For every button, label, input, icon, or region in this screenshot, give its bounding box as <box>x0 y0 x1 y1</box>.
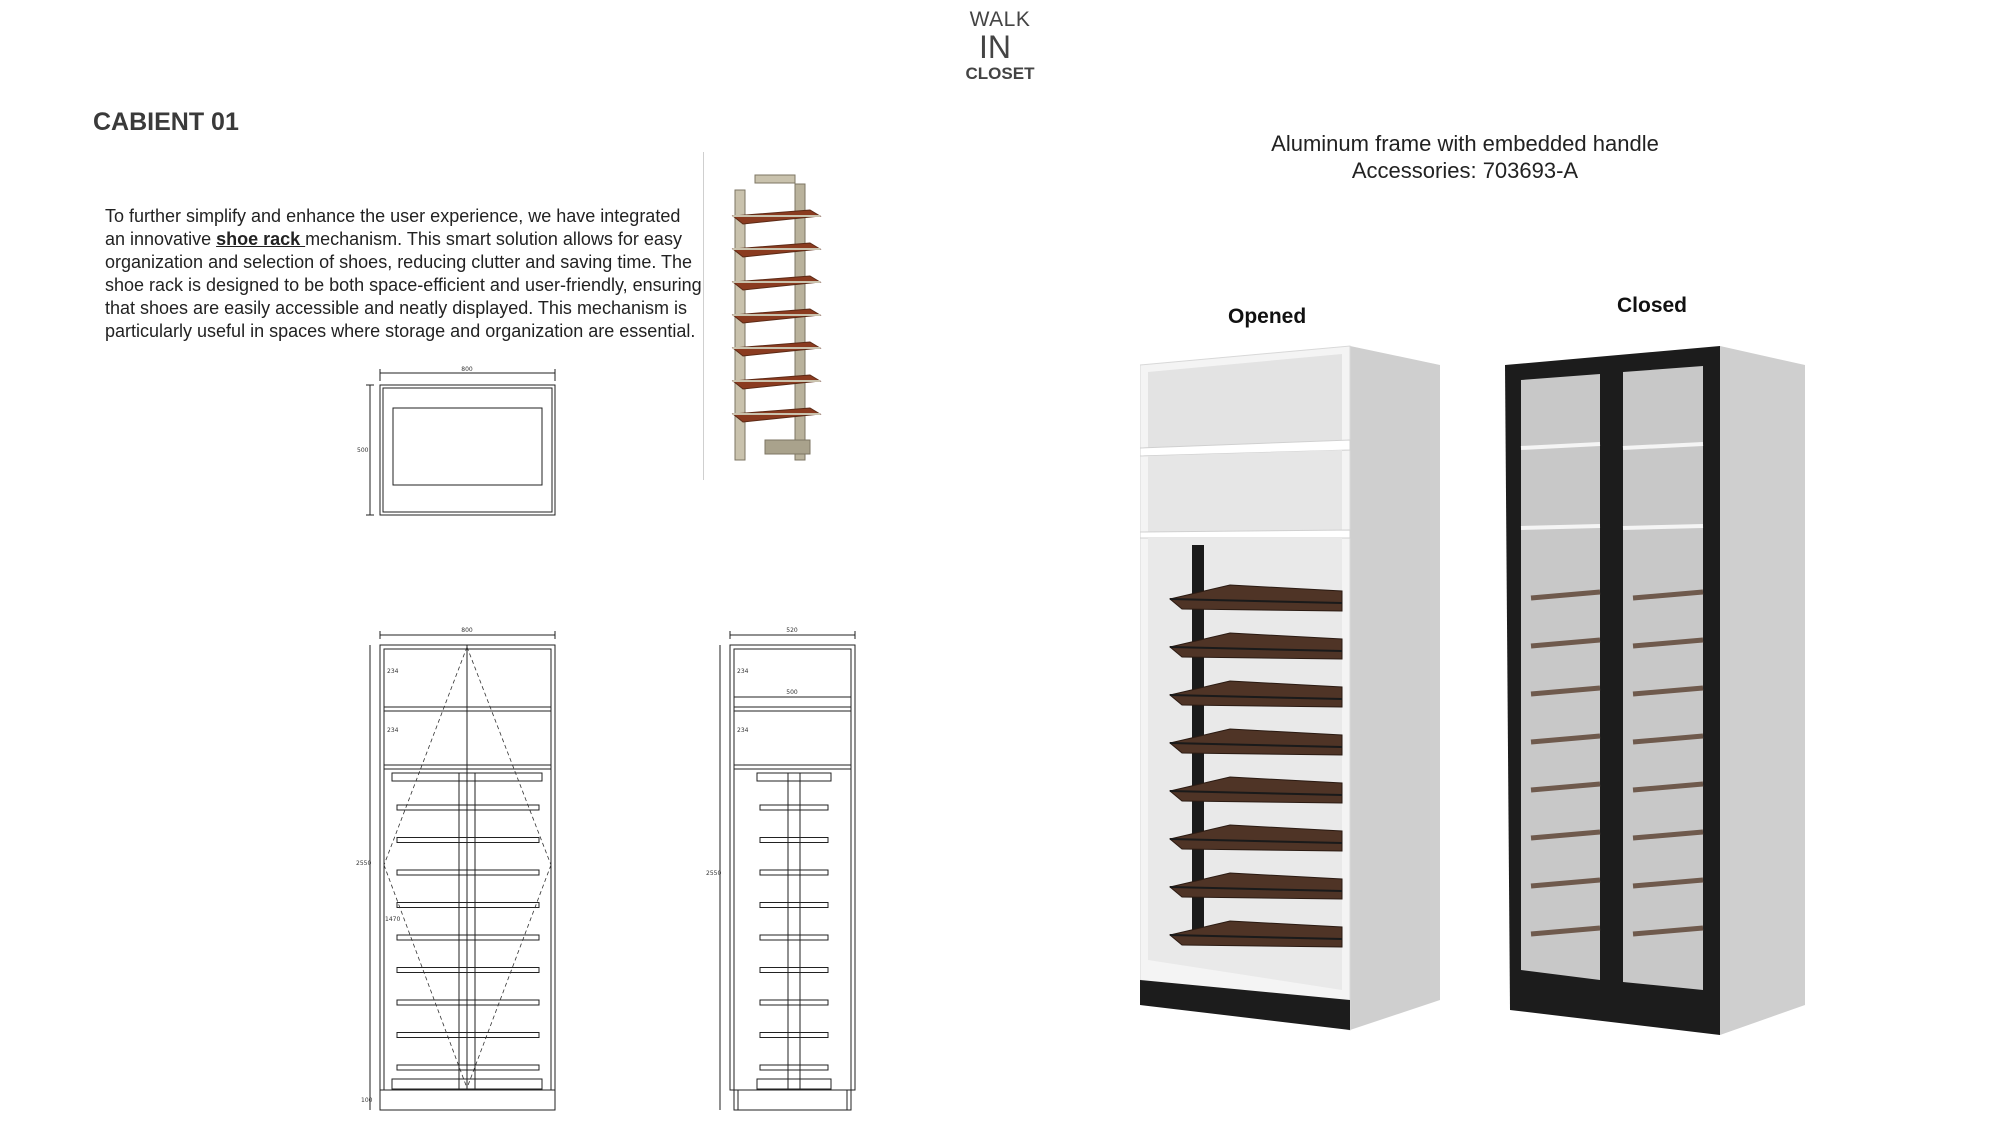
rack-post-right <box>795 184 805 460</box>
side-rack-bar <box>760 1000 828 1005</box>
brand-line-in: IN <box>979 29 1011 65</box>
opened-shelf-2 <box>1140 530 1350 538</box>
front-rack-bar <box>397 805 539 810</box>
side-inner-dim: 500 <box>786 689 798 696</box>
opened-label: Opened <box>1228 305 1307 328</box>
front-rack-bar <box>397 1033 539 1038</box>
front-elevation-drawing <box>355 625 565 1115</box>
front-height-dim: 2550 <box>356 860 372 867</box>
description-highlight: shoe rack <box>216 229 306 249</box>
front-shelf2-dim: 234 <box>387 727 399 734</box>
spec-frame: Aluminum frame with embedded handle <box>1271 131 1659 156</box>
front-rack-bar <box>397 968 539 973</box>
side-rack-bar <box>760 1065 828 1070</box>
spec-caption <box>1170 130 1760 184</box>
page-title: CABIENT 01 <box>93 108 239 136</box>
divider-line <box>703 152 704 480</box>
side-depth-dim: 520 <box>786 627 798 634</box>
side-shelf1-dim: 234 <box>737 668 749 675</box>
front-rack-bar <box>397 935 539 940</box>
opened-cabinet-render <box>1140 340 1445 1040</box>
side-height-dim: 2550 <box>706 870 722 877</box>
side-shelf2-dim: 234 <box>737 727 749 734</box>
rack-base <box>765 440 810 454</box>
front-rack-dim: 1470 <box>385 916 401 923</box>
front-rack-bar <box>397 1065 539 1070</box>
spec-accessories: Accessories: 703693-A <box>1351 158 1579 183</box>
opened-side-panel <box>1350 346 1440 1030</box>
side-rack-bar <box>760 805 828 810</box>
plan-width-dim: 800 <box>461 366 473 373</box>
brand-line-walk: WALK <box>969 8 1031 31</box>
front-rack-bar <box>397 1000 539 1005</box>
closed-side-panel <box>1720 346 1805 1035</box>
front-width-dim: 800 <box>461 627 473 634</box>
rack-top-bracket <box>755 175 795 183</box>
closed-glass-left <box>1521 374 1600 980</box>
closed-glass-shelf <box>1521 526 1600 528</box>
side-rack-bar <box>760 870 828 875</box>
side-elevation-drawing <box>705 625 870 1115</box>
front-rack-bar <box>397 870 539 875</box>
front-rack-bar <box>397 903 539 908</box>
closed-glass-shelf <box>1623 526 1703 528</box>
description-part2: mechanism. This smart solution allows for easy organization and selection of shoes, reducing clutter and saving time. The shoe rack is designed to be both space-efficient and user-friendly, ensuring that shoes are easily accessible and neatly displayed. This mechanism is particularly useful in spaces where storage and organization are essential. <box>105 229 702 341</box>
plan-view-drawing <box>355 365 565 520</box>
side-rack-bar <box>760 968 828 973</box>
brand-logo <box>940 8 1060 84</box>
shoe-rack-accessory-image <box>715 170 850 470</box>
brand-line-closet: CLOSET <box>965 64 1035 83</box>
front-plinth-dim: 100 <box>361 1097 373 1104</box>
side-rack-bar <box>760 838 828 843</box>
closed-cabinet-render <box>1505 340 1810 1045</box>
side-rack-bar <box>760 935 828 940</box>
side-rack-bar <box>760 903 828 908</box>
opened-middle-cubby <box>1148 450 1342 532</box>
description-part1: To further simplify and enhance the user experience, we have integrated an innovative <box>105 206 681 249</box>
description-paragraph <box>105 205 705 343</box>
closed-label: Closed <box>1617 294 1688 317</box>
side-rack-bar <box>760 1033 828 1038</box>
front-shelf1-dim: 234 <box>387 668 399 675</box>
plan-depth-dim: 500 <box>357 447 369 454</box>
front-rack-bar <box>397 838 539 843</box>
closed-glass-right <box>1623 366 1703 990</box>
